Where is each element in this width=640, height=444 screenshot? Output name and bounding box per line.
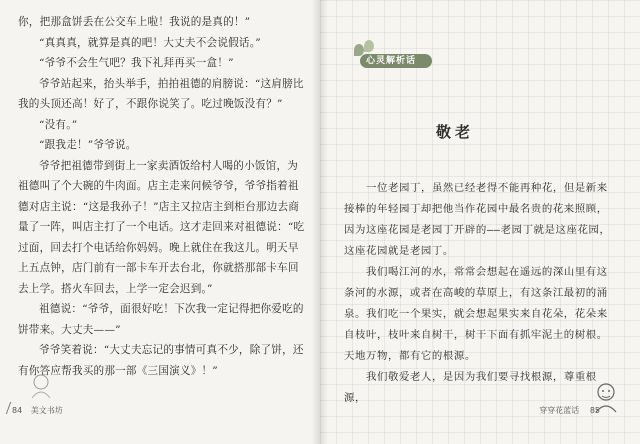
page-number: 84 [12,406,23,415]
left-paragraph: 爷爷笑着说：“大丈夫忘记的事情可真不少，除了饼，还有你答应帮我买的那一部《三国演义》！” [18,344,304,377]
column-badge-label: 心灵解析话 [366,56,417,66]
cartoon-decoration-icon [26,372,56,400]
leaf-icon [364,40,374,52]
left-footer [12,405,63,416]
series-title: 美文书坊 [30,406,63,415]
left-paragraph: 爷爷把祖德带到街上一家卖酒饭给村人喝的小饭馆，为祖德叫了个大碗的牛肉面。店主走来问候爷爷，爷爷指着祖德对店主说：“这是我孙子！”店主又拉店主到柜台那边去商量了一阵，叫店主打了一个电话。这才走回来对祖德说：“吃过面，回去打个电话给你妈妈。晚上就住在我这儿。明天早上五点钟，店门前有一部卡车开去台北，你就搭那部卡车回去上学。搭火车回去，上学一定会迟到。” [18,159,305,295]
right-page-body [344,178,614,409]
book-gutter [312,0,328,444]
cartoon-elder-icon [588,380,624,414]
left-paragraph: “真真真，就算是真的吧！大丈夫不会说假话。” [39,36,261,49]
left-paragraph: 你，把那盒饼丢在公交车上啦！我说的是真的！” [18,16,251,28]
column-badge [360,54,432,68]
series-title: 穿穿花蓝话 [539,406,580,415]
left-paragraph: “跟我走！”爷爷说。 [39,139,137,151]
left-paragraph: 爷爷站起来，抬头举手，拍拍祖德的肩膀说：“这肩膀比我的头顶还高！好了，不跟你说笑了。吃过晚饭没有？” [18,77,304,110]
right-paragraph: 一位老园丁，虽然已经老得不能再种花，但是新来接棒的年轻园丁却把他当作花园中最名贵的花来照顾，因为这座花园是老园丁开辟的——老园丁就是这座花园，这座花园就是老园丁。 [344,182,611,257]
page-number: 85 [589,406,600,415]
left-paragraph: 祖德说：“爷爷，面很好吃！下次我一定记得把你爱吃的饼带来。大丈夫——” [18,303,304,336]
column-header [352,40,434,74]
right-paragraph: 我们敬爱老人，是因为我们要寻找根源，尊重根源， [344,371,597,404]
article-title: 敬老 [436,123,475,141]
left-page-body [18,12,306,381]
right-paragraph: 我们喝江河的水，常常会想起在遥远的深山里有这条河的水源，或者在高峻的草原上，有这条江最初的涌泉。我们吃一个果实，就会想起果实来自花朵，花朵来自枝叶，枝叶来自树干，树干下面有抓牢泥土的树根。天地万物，都有它的根源。 [344,266,608,362]
left-paragraph: “没有。” [39,118,78,131]
left-paragraph: “爷爷不会生气吧？我下礼拜再买一盒！” [39,57,234,69]
